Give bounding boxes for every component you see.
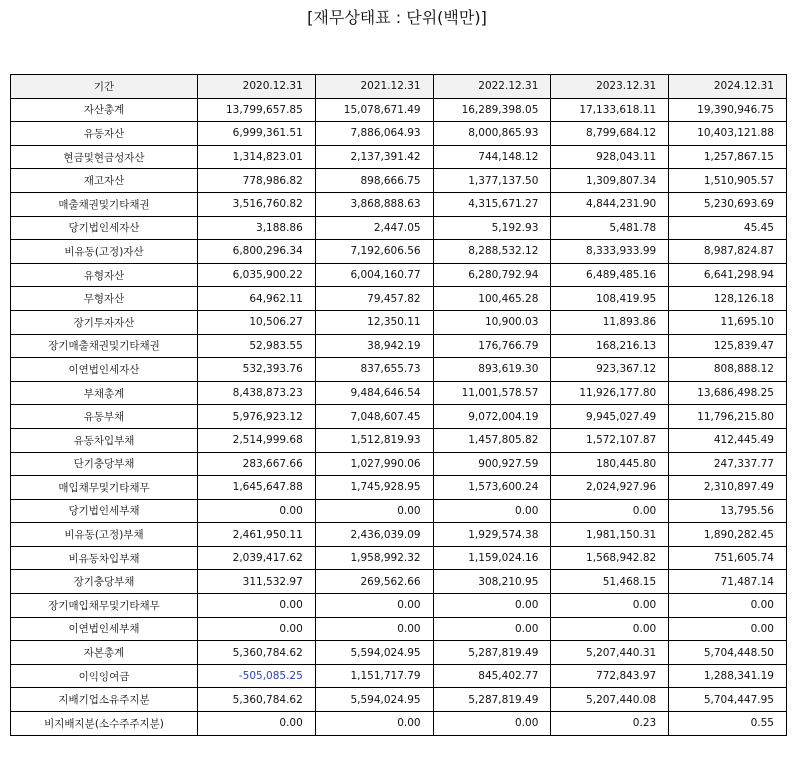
value-cell: 8,333,933.99 — [551, 240, 669, 264]
value-cell: 7,192,606.56 — [315, 240, 433, 264]
value-cell: 2,137,391.42 — [315, 145, 433, 169]
row-label: 비유동차입부채 — [11, 546, 198, 570]
table-row — [11, 216, 787, 240]
value-cell: 2,310,897.49 — [669, 476, 787, 500]
table-row — [11, 169, 787, 193]
row-label: 단기충당부채 — [11, 452, 198, 476]
table-row — [11, 240, 787, 264]
value-cell: 1,981,150.31 — [551, 523, 669, 547]
row-label: 장기매입채무및기타채무 — [11, 594, 198, 618]
value-cell: 1,027,990.06 — [315, 452, 433, 476]
value-cell: 0.55 — [669, 712, 787, 736]
row-label: 이익잉여금 — [11, 664, 198, 688]
table-row — [11, 310, 787, 334]
value-cell: 13,686,498.25 — [669, 381, 787, 405]
value-cell: 1,151,717.79 — [315, 664, 433, 688]
table-row — [11, 641, 787, 665]
table-row — [11, 594, 787, 618]
table-row — [11, 476, 787, 500]
value-cell: 1,257,867.15 — [669, 145, 787, 169]
value-cell: 5,976,923.12 — [198, 405, 316, 429]
value-cell: 893,619.30 — [433, 358, 551, 382]
table-row — [11, 358, 787, 382]
row-label: 장기투자자산 — [11, 310, 198, 334]
value-cell: 6,489,485.16 — [551, 263, 669, 287]
value-cell: 0.00 — [198, 617, 316, 641]
value-cell: 38,942.19 — [315, 334, 433, 358]
value-cell: 8,799,684.12 — [551, 122, 669, 146]
value-cell: 45.45 — [669, 216, 787, 240]
value-cell: 6,035,900.22 — [198, 263, 316, 287]
row-label: 유동부채 — [11, 405, 198, 429]
table-row — [11, 570, 787, 594]
value-cell: 12,350.11 — [315, 310, 433, 334]
value-cell: 5,360,784.62 — [198, 688, 316, 712]
value-cell: 5,594,024.95 — [315, 688, 433, 712]
row-label: 재고자산 — [11, 169, 198, 193]
table-row — [11, 287, 787, 311]
value-cell: 5,207,440.31 — [551, 641, 669, 665]
header-year: 2023.12.31 — [551, 75, 669, 99]
table-row — [11, 712, 787, 736]
value-cell: 5,230,693.69 — [669, 192, 787, 216]
table-row — [11, 523, 787, 547]
value-cell: 2,514,999.68 — [198, 428, 316, 452]
value-cell: 0.00 — [315, 617, 433, 641]
value-cell: 751,605.74 — [669, 546, 787, 570]
value-cell: 4,844,231.90 — [551, 192, 669, 216]
value-cell: 845,402.77 — [433, 664, 551, 688]
value-cell: 5,594,024.95 — [315, 641, 433, 665]
value-cell: 1,929,574.38 — [433, 523, 551, 547]
value-cell: 744,148.12 — [433, 145, 551, 169]
value-cell: 0.00 — [433, 499, 551, 523]
value-cell: 2,436,039.09 — [315, 523, 433, 547]
value-cell: 3,868,888.63 — [315, 192, 433, 216]
value-cell: 0.00 — [551, 594, 669, 618]
value-cell: -505,085.25 — [198, 664, 316, 688]
value-cell: 176,766.79 — [433, 334, 551, 358]
value-cell: 2,024,927.96 — [551, 476, 669, 500]
value-cell: 0.00 — [198, 712, 316, 736]
value-cell: 5,704,448.50 — [669, 641, 787, 665]
value-cell: 0.23 — [551, 712, 669, 736]
row-label: 장기매출채권및기타채권 — [11, 334, 198, 358]
header-year: 2020.12.31 — [198, 75, 316, 99]
value-cell: 0.00 — [433, 594, 551, 618]
value-cell: 1,457,805.82 — [433, 428, 551, 452]
table-body — [11, 98, 787, 735]
value-cell: 19,390,946.75 — [669, 98, 787, 122]
row-label: 이연법인세부채 — [11, 617, 198, 641]
row-label: 자산총계 — [11, 98, 198, 122]
header-row — [11, 75, 787, 99]
value-cell: 1,573,600.24 — [433, 476, 551, 500]
value-cell: 1,159,024.16 — [433, 546, 551, 570]
value-cell: 3,516,760.82 — [198, 192, 316, 216]
value-cell: 71,487.14 — [669, 570, 787, 594]
value-cell: 2,447.05 — [315, 216, 433, 240]
value-cell: 0.00 — [198, 499, 316, 523]
value-cell: 7,886,064.93 — [315, 122, 433, 146]
value-cell: 1,958,992.32 — [315, 546, 433, 570]
value-cell: 928,043.11 — [551, 145, 669, 169]
value-cell: 64,962.11 — [198, 287, 316, 311]
value-cell: 180,445.80 — [551, 452, 669, 476]
table-row — [11, 263, 787, 287]
value-cell: 5,192.93 — [433, 216, 551, 240]
value-cell: 1,890,282.45 — [669, 523, 787, 547]
value-cell: 8,987,824.87 — [669, 240, 787, 264]
value-cell: 52,983.55 — [198, 334, 316, 358]
header-period: 기간 — [11, 75, 198, 99]
value-cell: 837,655.73 — [315, 358, 433, 382]
row-label: 장기충당부채 — [11, 570, 198, 594]
value-cell: 1,568,942.82 — [551, 546, 669, 570]
value-cell: 0.00 — [551, 499, 669, 523]
value-cell: 10,403,121.88 — [669, 122, 787, 146]
table-row — [11, 192, 787, 216]
value-cell: 3,188.86 — [198, 216, 316, 240]
value-cell: 11,001,578.57 — [433, 381, 551, 405]
value-cell: 1,288,341.19 — [669, 664, 787, 688]
value-cell: 5,287,819.49 — [433, 641, 551, 665]
value-cell: 11,893.86 — [551, 310, 669, 334]
row-label: 비유동(고정)부채 — [11, 523, 198, 547]
row-label: 부채총계 — [11, 381, 198, 405]
value-cell: 1,572,107.87 — [551, 428, 669, 452]
row-label: 무형자산 — [11, 287, 198, 311]
value-cell: 79,457.82 — [315, 287, 433, 311]
value-cell: 1,745,928.95 — [315, 476, 433, 500]
value-cell: 5,481.78 — [551, 216, 669, 240]
value-cell: 8,288,532.12 — [433, 240, 551, 264]
value-cell: 2,039,417.62 — [198, 546, 316, 570]
row-label: 매입채무및기타채무 — [11, 476, 198, 500]
value-cell: 11,926,177.80 — [551, 381, 669, 405]
value-cell: 16,289,398.05 — [433, 98, 551, 122]
table-row — [11, 452, 787, 476]
value-cell: 9,072,004.19 — [433, 405, 551, 429]
value-cell: 108,419.95 — [551, 287, 669, 311]
row-label: 유형자산 — [11, 263, 198, 287]
row-label: 매출채권및기타채권 — [11, 192, 198, 216]
value-cell: 772,843.97 — [551, 664, 669, 688]
row-label: 자본총계 — [11, 641, 198, 665]
table-row — [11, 428, 787, 452]
value-cell: 4,315,671.27 — [433, 192, 551, 216]
value-cell: 168,216.13 — [551, 334, 669, 358]
row-label: 유동차입부채 — [11, 428, 198, 452]
value-cell: 2,461,950.11 — [198, 523, 316, 547]
value-cell: 5,287,819.49 — [433, 688, 551, 712]
value-cell: 5,207,440.08 — [551, 688, 669, 712]
table-header — [11, 75, 787, 99]
value-cell: 0.00 — [198, 594, 316, 618]
value-cell: 247,337.77 — [669, 452, 787, 476]
value-cell: 6,999,361.51 — [198, 122, 316, 146]
value-cell: 0.00 — [433, 712, 551, 736]
value-cell: 10,900.03 — [433, 310, 551, 334]
value-cell: 6,641,298.94 — [669, 263, 787, 287]
value-cell: 0.00 — [551, 617, 669, 641]
table-row — [11, 617, 787, 641]
row-label: 당기법인세부채 — [11, 499, 198, 523]
value-cell: 1,512,819.93 — [315, 428, 433, 452]
value-cell: 1,314,823.01 — [198, 145, 316, 169]
value-cell: 0.00 — [669, 617, 787, 641]
value-cell: 17,133,618.11 — [551, 98, 669, 122]
value-cell: 125,839.47 — [669, 334, 787, 358]
header-year: 2024.12.31 — [669, 75, 787, 99]
row-label: 당기법인세자산 — [11, 216, 198, 240]
value-cell: 1,645,647.88 — [198, 476, 316, 500]
value-cell: 0.00 — [315, 594, 433, 618]
row-label: 비유동(고정)자산 — [11, 240, 198, 264]
row-label: 현금및현금성자산 — [11, 145, 198, 169]
balance-sheet-table — [10, 74, 787, 736]
value-cell: 6,800,296.34 — [198, 240, 316, 264]
value-cell: 1,309,807.34 — [551, 169, 669, 193]
value-cell: 0.00 — [669, 594, 787, 618]
value-cell: 8,438,873.23 — [198, 381, 316, 405]
table-row — [11, 145, 787, 169]
value-cell: 283,667.66 — [198, 452, 316, 476]
value-cell: 9,484,646.54 — [315, 381, 433, 405]
value-cell: 5,360,784.62 — [198, 641, 316, 665]
value-cell: 269,562.66 — [315, 570, 433, 594]
table-row — [11, 664, 787, 688]
value-cell: 923,367.12 — [551, 358, 669, 382]
value-cell: 311,532.97 — [198, 570, 316, 594]
value-cell: 5,704,447.95 — [669, 688, 787, 712]
header-year: 2021.12.31 — [315, 75, 433, 99]
row-label: 이연법인세자산 — [11, 358, 198, 382]
value-cell: 11,796,215.80 — [669, 405, 787, 429]
page-title: [재무상태표 : 단위(백만)] — [307, 8, 487, 27]
value-cell: 128,126.18 — [669, 287, 787, 311]
table-row — [11, 122, 787, 146]
table-row — [11, 98, 787, 122]
table-row — [11, 381, 787, 405]
value-cell: 1,510,905.57 — [669, 169, 787, 193]
table-row — [11, 334, 787, 358]
table-row — [11, 546, 787, 570]
value-cell: 10,506.27 — [198, 310, 316, 334]
value-cell: 308,210.95 — [433, 570, 551, 594]
value-cell: 0.00 — [315, 499, 433, 523]
value-cell: 11,695.10 — [669, 310, 787, 334]
table-row — [11, 688, 787, 712]
value-cell: 0.00 — [315, 712, 433, 736]
value-cell: 898,666.75 — [315, 169, 433, 193]
value-cell: 532,393.76 — [198, 358, 316, 382]
value-cell: 1,377,137.50 — [433, 169, 551, 193]
value-cell: 412,445.49 — [669, 428, 787, 452]
value-cell: 9,945,027.49 — [551, 405, 669, 429]
table-row — [11, 405, 787, 429]
row-label: 유동자산 — [11, 122, 198, 146]
value-cell: 51,468.15 — [551, 570, 669, 594]
table-row — [11, 499, 787, 523]
value-cell: 13,799,657.85 — [198, 98, 316, 122]
value-cell: 808,888.12 — [669, 358, 787, 382]
row-label: 지배기업소유주지분 — [11, 688, 198, 712]
value-cell: 6,004,160.77 — [315, 263, 433, 287]
value-cell: 100,465.28 — [433, 287, 551, 311]
value-cell: 6,280,792.94 — [433, 263, 551, 287]
value-cell: 778,986.82 — [198, 169, 316, 193]
value-cell: 8,000,865.93 — [433, 122, 551, 146]
value-cell: 0.00 — [433, 617, 551, 641]
header-year: 2022.12.31 — [433, 75, 551, 99]
value-cell: 13,795.56 — [669, 499, 787, 523]
value-cell: 7,048,607.45 — [315, 405, 433, 429]
value-cell: 900,927.59 — [433, 452, 551, 476]
value-cell: 15,078,671.49 — [315, 98, 433, 122]
row-label: 비지배지분(소수주주지분) — [11, 712, 198, 736]
